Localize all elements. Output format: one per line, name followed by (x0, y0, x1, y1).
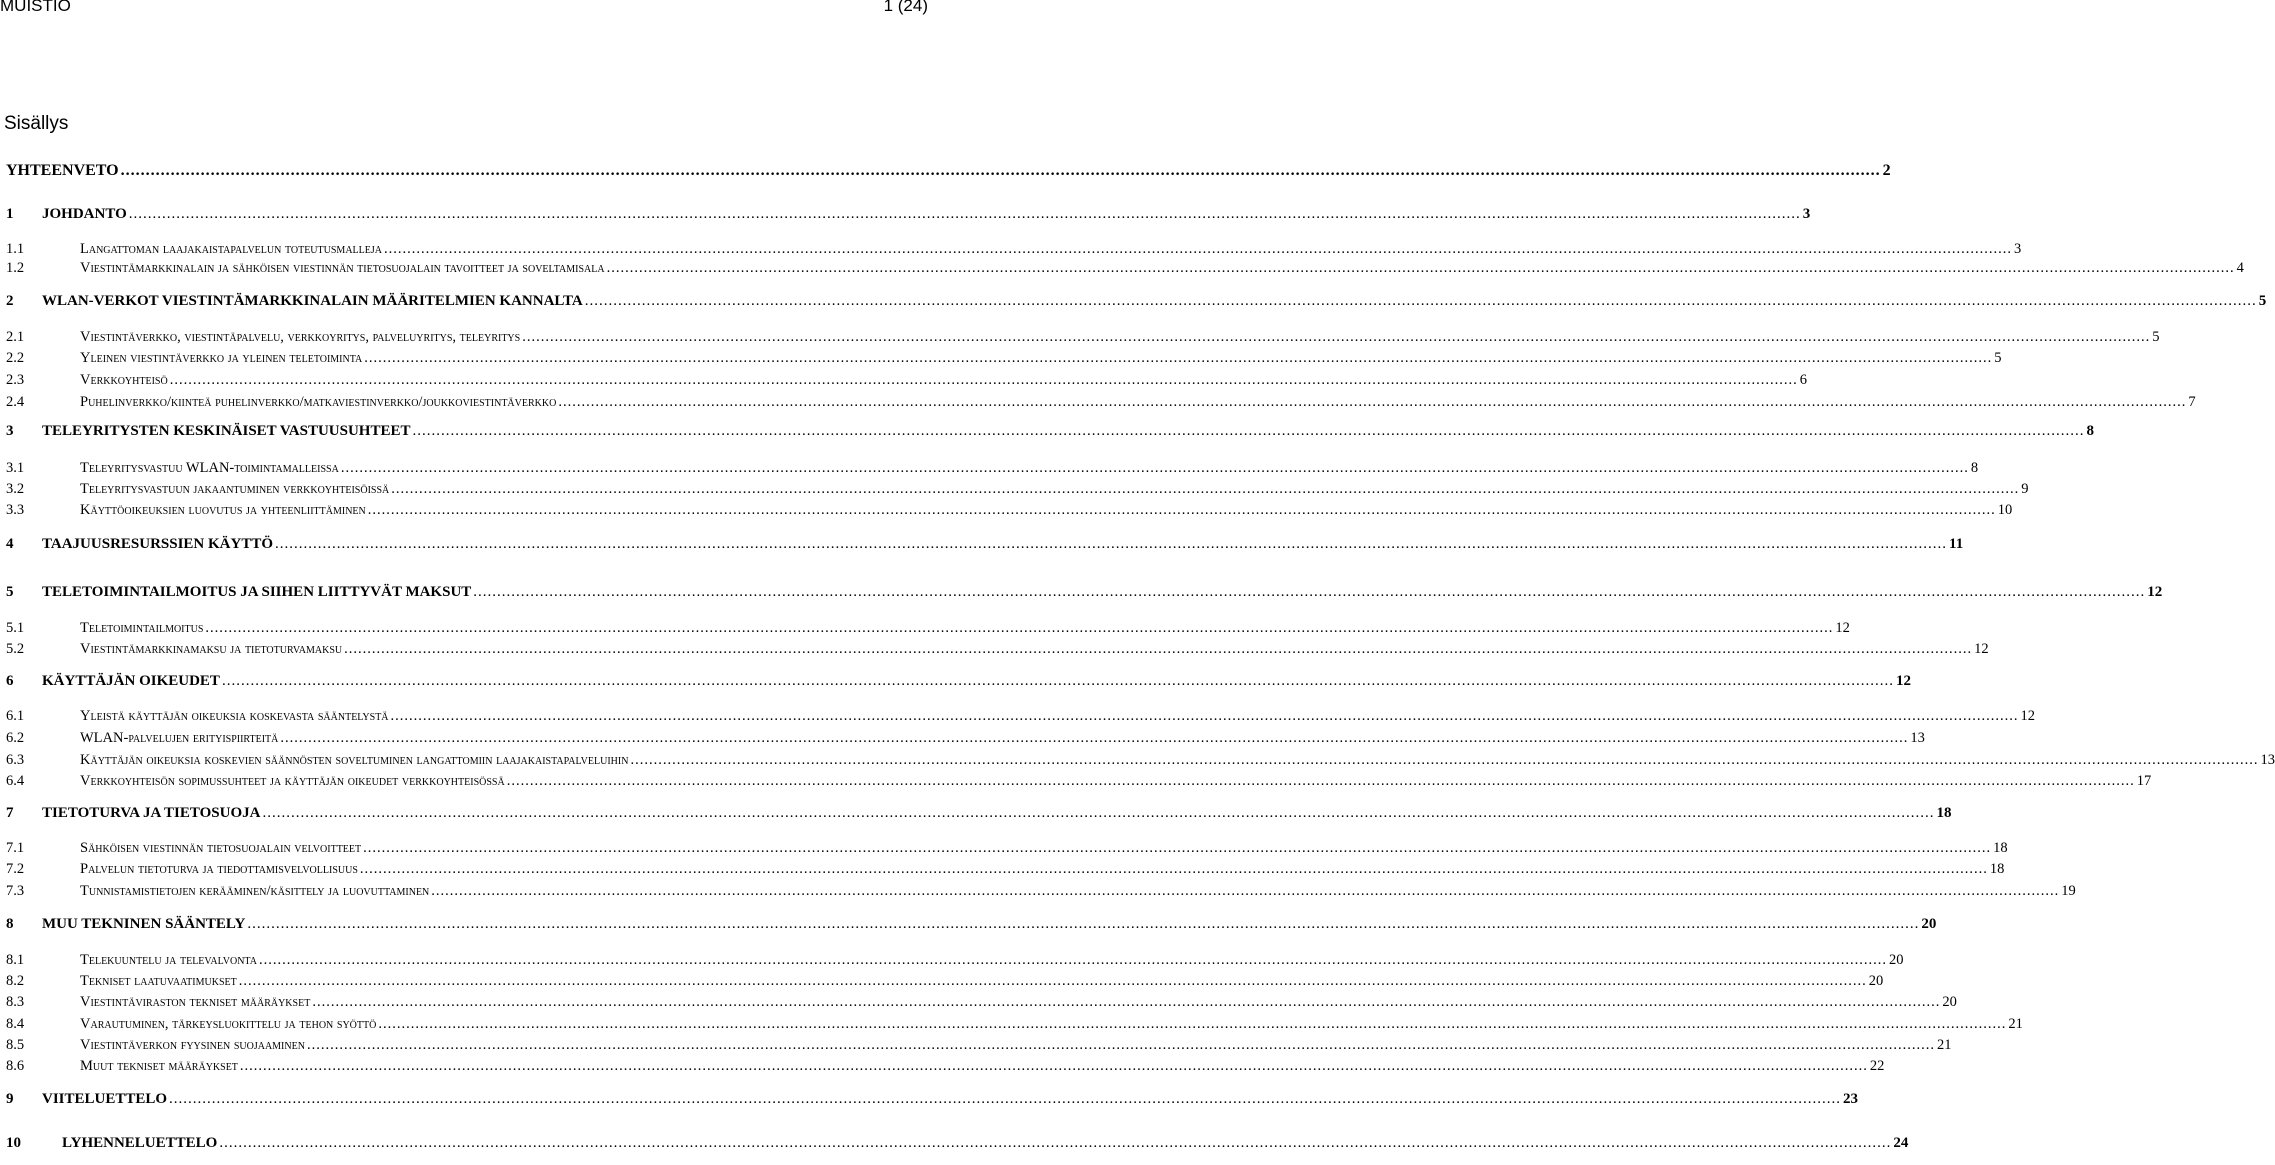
toc-title: Varautuminen, tärkeysluokittelu ja tehon syöttö (80, 1016, 377, 1032)
toc-subentry[interactable] (6, 861, 2005, 878)
toc-leader-dots (262, 805, 1934, 822)
toc-page-number: 20 (1868, 973, 1884, 989)
toc-page-number: 20 (1921, 916, 1937, 932)
toc-page-number: 18 (1989, 861, 2005, 877)
toc-number: 2.3 (6, 372, 25, 388)
toc-title: Verkkoyhteisön sopimussuhteet ja käyttäjän oikeudet verkkoyhteisössä (80, 773, 505, 789)
toc-number: 8.4 (6, 1016, 25, 1032)
toc-subentry[interactable] (6, 620, 1850, 637)
toc-page-number: 5 (2152, 329, 2160, 345)
toc-number: 8.6 (6, 1058, 25, 1074)
toc-page-number: 13 (2260, 752, 2275, 768)
toc-leader-dots (431, 883, 2059, 900)
toc-leader-dots (412, 423, 2084, 440)
toc-subentry[interactable] (6, 883, 2076, 900)
toc-title: Yleinen viestintäverkko ja yleinen teletoiminta (80, 350, 363, 366)
toc-title: Muut tekniset määräykset (80, 1058, 238, 1074)
toc-page-number: 5 (1994, 350, 2002, 366)
toc-page-number: 22 (1869, 1058, 1885, 1074)
toc-title: Teleyritysvastuu WLAN-toimintamalleissa (80, 460, 339, 476)
toc-number: 6.3 (6, 752, 25, 768)
toc-entry[interactable] (6, 293, 2267, 310)
toc-page-number: 17 (2136, 773, 2152, 789)
toc-number: 2.4 (6, 394, 25, 410)
toc-page-number: 20 (1942, 994, 1957, 1010)
toc-title: WLAN-palvelujen erityispiirteitä (80, 730, 279, 746)
toc-subentry[interactable] (6, 708, 2036, 725)
toc-number: 3 (6, 423, 14, 439)
toc-leader-dots (312, 994, 1940, 1011)
toc-page-number: 12 (1974, 641, 1989, 657)
toc-page-number: 8 (1970, 460, 1979, 476)
toc-number: 8.3 (6, 994, 25, 1010)
toc-number: 6.4 (6, 773, 25, 789)
toc-leader-dots (378, 1016, 2006, 1033)
toc-page-number: 24 (1893, 1135, 1909, 1151)
toc-number: 1.2 (6, 260, 25, 276)
toc-leader-dots (522, 329, 2150, 346)
toc-page-number: 20 (1888, 952, 1904, 968)
toc-number: 2.2 (6, 350, 25, 366)
toc-subentry[interactable] (6, 481, 2029, 498)
toc-leader-dots (630, 752, 2258, 769)
toc-leader-dots (205, 620, 1833, 637)
toc-number: 6.1 (6, 708, 25, 724)
toc-leader-dots (364, 350, 1992, 367)
toc-page-number: 18 (1936, 805, 1952, 821)
toc-leader-dots (363, 840, 1991, 857)
toc-page-number: 10 (1997, 502, 2013, 518)
toc-leader-dots (247, 916, 1919, 933)
toc-entry[interactable] (6, 805, 1952, 822)
toc-leader-dots (507, 773, 2135, 790)
toc-subentry[interactable] (6, 260, 2244, 277)
toc-number: 2 (6, 293, 14, 309)
toc-entry[interactable] (6, 162, 1891, 180)
toc-leader-dots (473, 584, 2145, 601)
toc-number: 4 (6, 536, 14, 552)
toc-page-number: 2 (1882, 162, 1891, 179)
toc-title: Puhelinverkko/kiinteä puhelinverkko/matkaviestinverkko/joukkoviestintäverkko (80, 394, 557, 410)
toc-subentry[interactable] (6, 1058, 1885, 1075)
toc-subentry[interactable] (6, 394, 2196, 411)
toc-leader-dots (219, 1135, 1891, 1152)
toc-title: MUU TEKNINEN SÄÄNTELY (42, 916, 246, 932)
toc-title: Teleyritysvastuun jakaantuminen verkkoyhteisöissä (80, 481, 390, 497)
toc-title: TELETOIMINTAILMOITUS JA SIIHEN LIITTYVÄT MAKSUT (42, 584, 472, 600)
toc-title: Viestintäverkon fyysinen suojaaminen (80, 1037, 305, 1053)
toc-subentry[interactable] (6, 1037, 1952, 1054)
toc-title: Telekuuntelu ja televalvonta (80, 952, 257, 968)
toc-leader-dots (341, 460, 1969, 477)
toc-leader-dots (280, 730, 1908, 747)
toc-subentry[interactable] (6, 994, 1957, 1011)
toc-page-number: 12 (1895, 673, 1911, 689)
toc-number: 7 (6, 805, 14, 821)
toc-leader-dots (222, 673, 1894, 690)
toc-subentry[interactable] (6, 329, 2160, 346)
toc-subentry[interactable] (6, 730, 1925, 747)
toc-entry[interactable] (6, 1135, 1909, 1152)
toc-page-number: 5 (2258, 293, 2267, 309)
toc-number: 10 (6, 1135, 21, 1151)
toc-title: TIETOTURVA JA TIETOSUOJA (42, 805, 261, 821)
toc-entry[interactable] (6, 536, 1964, 553)
toc-title: Käyttäjän oikeuksia koskevien säännösten soveltuminen langattomiin laajakaistapalveluihin (80, 752, 629, 768)
toc-number: 8.5 (6, 1037, 25, 1053)
toc-number: 2.1 (6, 329, 25, 345)
toc-number: 8.2 (6, 973, 25, 989)
toc-leader-dots (384, 241, 2012, 258)
toc-leader-dots (170, 372, 1798, 389)
toc-entry[interactable] (6, 673, 1911, 690)
toc-title: Sähköisen viestinnän tietosuojalain velvoitteet (80, 840, 362, 856)
toc-leader-dots (169, 1091, 1841, 1108)
toc-title: Viestintämarkkinalain ja sähköisen viestinnän tietosuojalain tavoitteet ja soveltamisala (80, 260, 605, 276)
toc-leader-dots (259, 952, 1887, 969)
toc-leader-dots (307, 1037, 1935, 1054)
toc-subentry[interactable] (6, 372, 1807, 389)
toc-entry[interactable] (6, 423, 2094, 440)
toc-title: TELEYRITYSTEN KESKINÄISET VASTUUSUHTEET (42, 423, 411, 439)
toc-title: Viestintäviraston tekniset määräykset (80, 994, 311, 1010)
toc-leader-dots (607, 260, 2235, 277)
toc-number: 3.1 (6, 460, 25, 476)
toc-title: VIITELUETTELO (42, 1091, 168, 1107)
toc-subentry[interactable] (6, 641, 1989, 658)
toc-leader-dots (558, 394, 2186, 411)
toc-entry[interactable] (6, 1091, 1859, 1108)
toc-subentry[interactable] (6, 952, 1904, 969)
toc-number: 7.3 (6, 883, 25, 899)
toc-page-number: 18 (1993, 840, 2008, 856)
toc-leader-dots (129, 206, 1801, 223)
toc-leader-dots (585, 293, 2257, 310)
toc-leader-dots (344, 641, 1972, 658)
toc-number: 5 (6, 584, 14, 600)
toc-page-number: 11 (1949, 536, 1964, 552)
toc-leader-dots (368, 502, 1996, 519)
toc-leader-dots (239, 973, 1867, 990)
toc-number: 5.2 (6, 641, 25, 657)
toc-number: 7.1 (6, 840, 25, 856)
toc-title: Viestintäverkko, viestintäpalvelu, verkkoyritys, palveluyritys, teleyritys (80, 329, 521, 345)
toc-page-number: 12 (2020, 708, 2036, 724)
toc-page-number: 23 (1843, 1091, 1859, 1107)
toc-page-number: 21 (1936, 1037, 1952, 1053)
toc-title: Teletoimintailmoitus (80, 620, 204, 636)
toc-title: Langattoman laajakaistapalvelun toteutusmalleja (80, 241, 382, 257)
toc-page-number: 13 (1910, 730, 1925, 746)
toc-title: WLAN-VERKOT VIESTINTÄMARKKINALAIN MÄÄRITELMIEN KANNALTA (42, 293, 583, 309)
toc-number: 3.3 (6, 502, 25, 518)
toc-leader-dots (275, 536, 1947, 553)
toc-page-number: 9 (2021, 481, 2029, 497)
toc-number: 3.2 (6, 481, 25, 497)
toc-page-number: 8 (2086, 423, 2094, 439)
toc-leader-dots (121, 162, 1881, 180)
toc-subentry[interactable] (6, 1016, 2023, 1033)
toc-page-number: 12 (1835, 620, 1850, 636)
toc-number: 8 (6, 916, 14, 932)
toc-subentry[interactable] (6, 752, 2275, 769)
toc-subentry[interactable] (6, 840, 2008, 857)
toc-number: 8.1 (6, 952, 25, 968)
toc-entry[interactable] (6, 916, 1937, 933)
toc-page-number: 12 (2147, 584, 2163, 600)
page-number: 1 (24) (883, 0, 928, 15)
toc-number: 1 (6, 206, 14, 222)
toc-subentry[interactable] (6, 241, 2022, 258)
toc-page-number: 19 (2061, 883, 2076, 899)
toc-title: Viestintämarkkinamaksu ja tietoturvamaksu (80, 641, 343, 657)
document-type: MUISTIO (0, 0, 71, 15)
toc-page-number: 7 (2188, 394, 2196, 410)
toc-number: 5.1 (6, 620, 25, 636)
toc-page-number: 21 (2008, 1016, 2023, 1032)
toc-number: 6.2 (6, 730, 25, 746)
toc-title: Yleistä käyttäjän oikeuksia koskevasta sääntelystä (80, 708, 389, 724)
toc-page-number: 3 (2013, 241, 2022, 257)
toc-subentry[interactable] (6, 460, 1979, 477)
toc-title: Verkkoyhteisö (80, 372, 168, 388)
toc-title: Tunnistamistietojen kerääminen/käsittely ja luovuttaminen (80, 883, 430, 899)
toc-title: Käyttöoikeuksien luovutus ja yhteenliittäminen (80, 502, 366, 518)
toc-subentry[interactable] (6, 973, 1884, 990)
toc-leader-dots (391, 481, 2019, 498)
toc-number: 9 (6, 1091, 14, 1107)
toc-subentry[interactable] (6, 773, 2152, 790)
toc-title: KÄYTTÄJÄN OIKEUDET (42, 673, 220, 689)
toc-title: LYHENNELUETTELO (62, 1135, 218, 1151)
toc-page-number: 4 (2236, 260, 2244, 276)
toc-title: YHTEENVETO (6, 162, 119, 179)
toc-subentry[interactable] (6, 502, 2013, 519)
toc-subentry[interactable] (6, 350, 2002, 367)
toc-page-number: 6 (1799, 372, 1807, 388)
contents-heading: Sisällys (4, 113, 69, 134)
toc-entry[interactable] (6, 206, 1811, 223)
toc-entry[interactable] (6, 584, 2163, 601)
toc-number: 6 (6, 673, 14, 689)
toc-leader-dots (391, 708, 2019, 725)
toc-title: JOHDANTO (42, 206, 127, 222)
page-header (0, 0, 960, 20)
toc-leader-dots (240, 1058, 1868, 1075)
toc-number: 1.1 (6, 241, 25, 257)
toc-page-number: 3 (1802, 206, 1811, 222)
toc-leader-dots (360, 861, 1988, 878)
toc-number: 7.2 (6, 861, 25, 877)
toc-title: TAAJUUSRESURSSIEN KÄYTTÖ (42, 536, 274, 552)
toc-title: Palvelun tietoturva ja tiedottamisvelvollisuus (80, 861, 358, 877)
toc-title: Tekniset laatuvaatimukset (80, 973, 237, 989)
